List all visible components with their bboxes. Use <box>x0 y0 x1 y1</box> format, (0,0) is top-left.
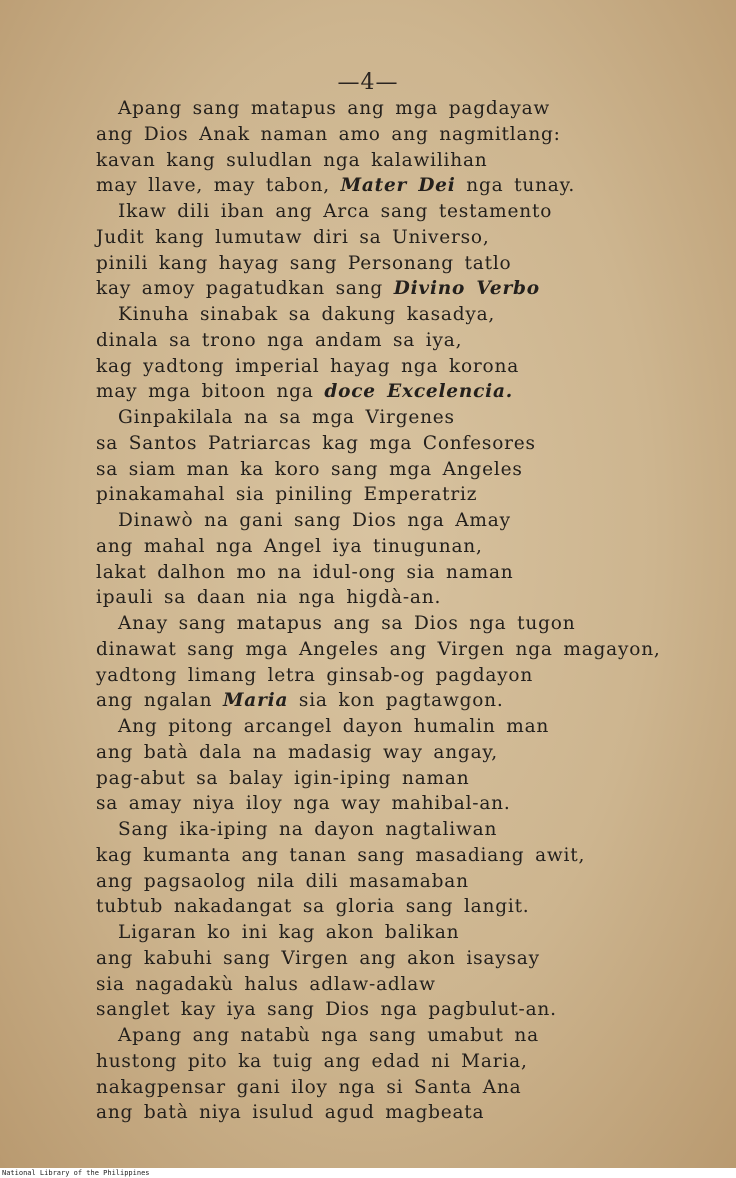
line-segment: Ginpakilala na sa mga Virgenes <box>118 407 455 428</box>
line-segment: ang mahal nga Angel iya tinugunan, <box>96 535 483 557</box>
text-line <box>96 637 716 663</box>
line-segment: Ang pitong arcangel dayon humalin man <box>118 716 550 737</box>
line-segment: ang ngalan <box>96 690 223 712</box>
text-line <box>96 560 716 586</box>
text-line <box>96 1049 716 1075</box>
text-line <box>96 482 716 508</box>
text-line <box>96 457 716 483</box>
text-line <box>96 173 716 199</box>
line-segment: dinawat sang mga Angeles ang Virgen nga magayon, <box>96 638 661 660</box>
line-segment: Sang ika-iping na dayon nagtaliwan <box>118 819 498 840</box>
text-line <box>96 740 716 766</box>
line-segment: ang batà niya isulud agud magbeata <box>96 1102 485 1124</box>
line-segment: Dinawò na gani sang Dios nga Amay <box>118 510 511 531</box>
text-line <box>96 431 716 457</box>
line-segment: yadtong limang letra ginsab-og pagdayon <box>96 664 534 686</box>
italic-phrase: Mater Dei <box>340 175 456 197</box>
text-line <box>96 508 716 534</box>
text-line <box>96 766 716 792</box>
line-segment: hustong pito ka tuig ang edad ni Maria, <box>96 1050 528 1072</box>
line-segment: Apang ang natabù nga sang umabut na <box>118 1025 539 1046</box>
line-segment: kag kumanta ang tanan sang masadiang awit, <box>96 844 586 866</box>
poem-text <box>96 96 716 1126</box>
line-segment: ang batà dala na madasig way angay, <box>96 741 498 763</box>
page-number: —4— <box>337 70 399 95</box>
line-segment: Ligaran ko ini kag akon balikan <box>118 922 460 943</box>
text-line <box>96 1100 716 1126</box>
line-segment: sanglet kay iya sang Dios nga pagbulut-an. <box>96 999 557 1021</box>
line-segment: sia nagadakù halus adlaw-adlaw <box>96 973 436 995</box>
text-line <box>96 997 716 1023</box>
text-line <box>96 817 716 843</box>
line-segment: tubtub nakadangat sa gloria sang langit. <box>96 896 530 918</box>
text-line <box>96 276 716 302</box>
line-segment: pinakamahal sia piniling Emperatriz <box>96 484 478 506</box>
text-line <box>96 946 716 972</box>
text-line <box>96 843 716 869</box>
line-segment: Ikaw dili iban ang Arca sang testamento <box>118 201 553 222</box>
line-segment: Anay sang matapus ang sa Dios nga tugon <box>118 613 576 634</box>
text-line <box>96 328 716 354</box>
text-line <box>96 663 716 689</box>
text-line <box>96 405 716 431</box>
footer-bar <box>0 1168 736 1178</box>
line-segment: Judit kang lumutaw diri sa Universo, <box>96 226 490 248</box>
line-segment: ang kabuhi sang Virgen ang akon isaysay <box>96 947 540 969</box>
line-segment: lakat dalhon mo na idul-ong sia naman <box>96 561 514 583</box>
text-line <box>96 534 716 560</box>
line-segment: Apang sang matapus ang mga pagdayaw <box>118 98 551 119</box>
library-credit: National Library of the Philippines <box>2 1169 150 1177</box>
text-line <box>96 199 716 225</box>
text-line <box>96 1075 716 1101</box>
text-line <box>96 302 716 328</box>
text-line <box>96 251 716 277</box>
text-line <box>96 122 716 148</box>
italic-phrase: Divino Verbo <box>393 278 540 300</box>
line-segment: may llave, may tabon, <box>96 175 341 197</box>
text-line <box>96 1023 716 1049</box>
italic-phrase: doce Excelencia. <box>324 381 514 403</box>
text-line <box>96 714 716 740</box>
line-segment: sa amay niya iloy nga way mahibal-an. <box>96 793 511 815</box>
line-segment: ipauli sa daan nia nga higdà-an. <box>96 587 442 609</box>
line-segment: ang pagsaolog nila dili masamaban <box>96 870 469 892</box>
line-segment: dinala sa trono nga andam sa iya, <box>96 329 463 351</box>
line-segment: nakagpensar gani iloy nga si Santa Ana <box>96 1076 522 1098</box>
text-line <box>96 354 716 380</box>
text-line <box>96 972 716 998</box>
line-segment: sa siam man ka koro sang mga Angeles <box>96 458 523 480</box>
text-line <box>96 96 716 122</box>
line-segment: Kinuha sinabak sa dakung kasadya, <box>118 304 496 325</box>
text-line <box>96 225 716 251</box>
line-segment: may mga bitoon nga <box>96 381 325 403</box>
text-line <box>96 585 716 611</box>
line-segment: sia kon pagtawgon. <box>288 690 504 712</box>
line-segment: pag-abut sa balay igin-iping naman <box>96 767 470 789</box>
text-line <box>96 791 716 817</box>
line-segment: ang Dios Anak naman amo ang nagmitlang: <box>96 123 561 145</box>
line-segment: sa Santos Patriarcas kag mga Confesores <box>96 432 536 454</box>
line-segment: pinili kang hayag sang Personang tatlo <box>96 252 512 274</box>
line-segment: nga tunay. <box>455 175 576 197</box>
text-line <box>96 688 716 714</box>
line-segment: kag yadtong imperial hayag nga korona <box>96 355 520 377</box>
text-line <box>96 920 716 946</box>
text-line <box>96 894 716 920</box>
text-line <box>96 148 716 174</box>
line-segment: kavan kang suludlan nga kalawilihan <box>96 149 488 171</box>
italic-phrase: Maria <box>223 690 289 712</box>
text-line <box>96 379 716 405</box>
text-line <box>96 611 716 637</box>
line-segment: kay amoy pagatudkan sang <box>96 278 394 300</box>
text-line <box>96 869 716 895</box>
